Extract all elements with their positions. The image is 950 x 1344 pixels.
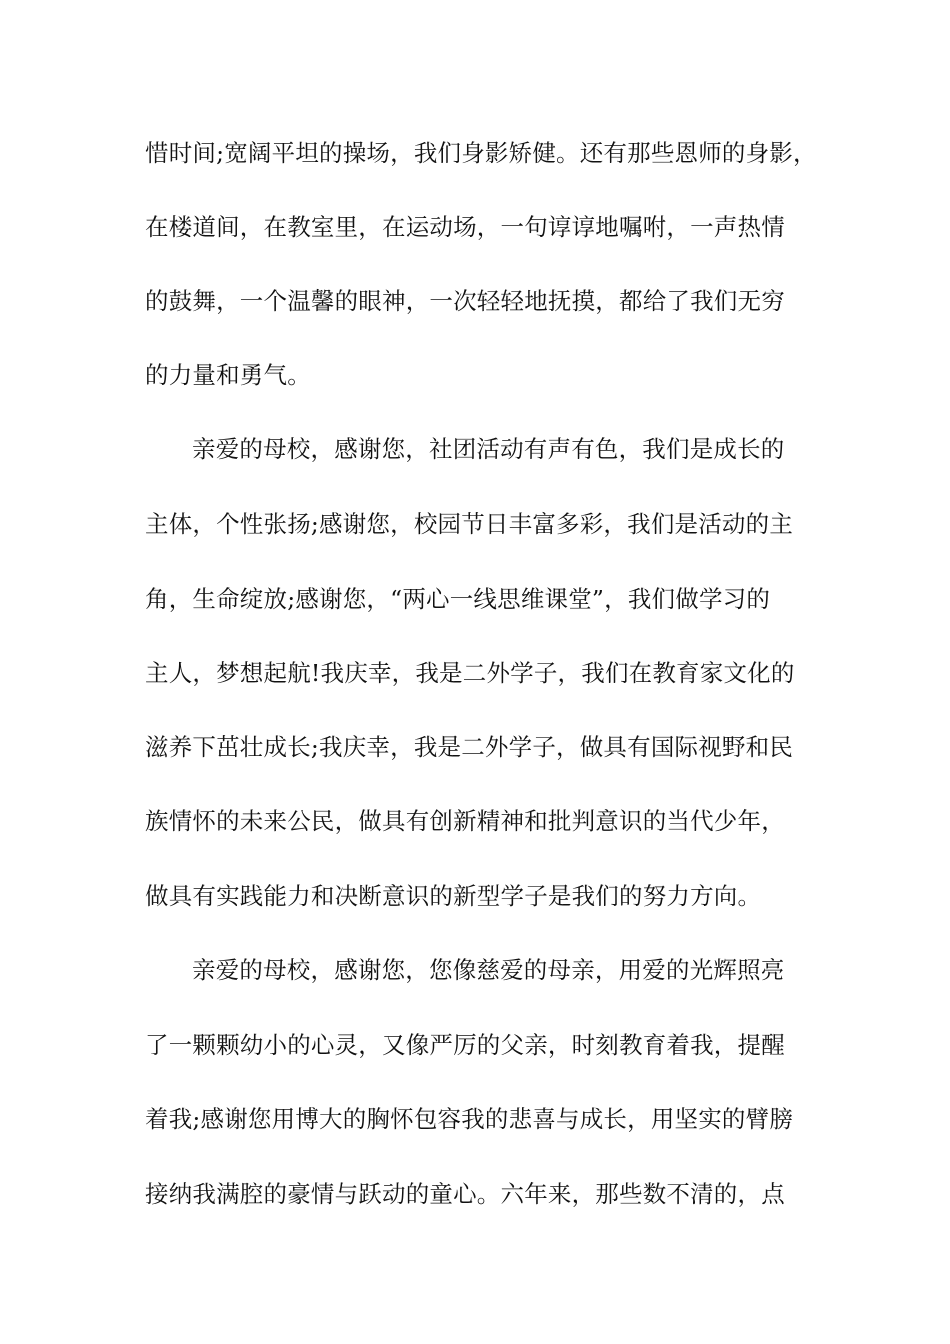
- text-line: 主体，个性张扬;感谢您，校园节日丰富多彩，我们是活动的主: [145, 510, 794, 538]
- text-line: 在楼道间，在教室里，在运动场，一句谆谆地嘱咐，一声热情: [145, 213, 785, 241]
- text-line: 接纳我满腔的豪情与跃动的童心。六年来，那些数不清的，点: [145, 1180, 785, 1208]
- text-line: 角，生命绽放;感谢您，“两心一线思维课堂”，我们做学习的: [145, 585, 771, 613]
- text-line: 的力量和勇气。: [145, 361, 311, 389]
- text-line: 着我;感谢您用博大的胸怀包容我的悲喜与成长，用坚实的臂膀: [145, 1105, 794, 1133]
- text-line: 滋养下茁壮成长;我庆幸，我是二外学子，做具有国际视野和民: [145, 733, 794, 761]
- paragraph-first-line: 亲爱的母校，感谢您，社团活动有声有色，我们是成长的: [192, 435, 785, 463]
- text-line: 主人，梦想起航!我庆幸，我是二外学子，我们在教育家文化的: [145, 659, 795, 687]
- text-line: 惜时间;宽阔平坦的操场，我们身影矫健。还有那些恩师的身影，: [145, 139, 817, 167]
- text-line: 做具有实践能力和决断意识的新型学子是我们的努力方向。: [145, 882, 762, 910]
- paragraph-first-line: 亲爱的母校，感谢您，您像慈爱的母亲，用爱的光辉照亮: [192, 956, 785, 984]
- text-line: 了一颗颗幼小的心灵，又像严厉的父亲，时刻教育着我，提醒: [145, 1031, 785, 1059]
- text-line: 族情怀的未来公民，做具有创新精神和批判意识的当代少年，: [145, 807, 785, 835]
- text-line: 的鼓舞，一个温馨的眼神，一次轻轻地抚摸，都给了我们无穷: [145, 287, 785, 315]
